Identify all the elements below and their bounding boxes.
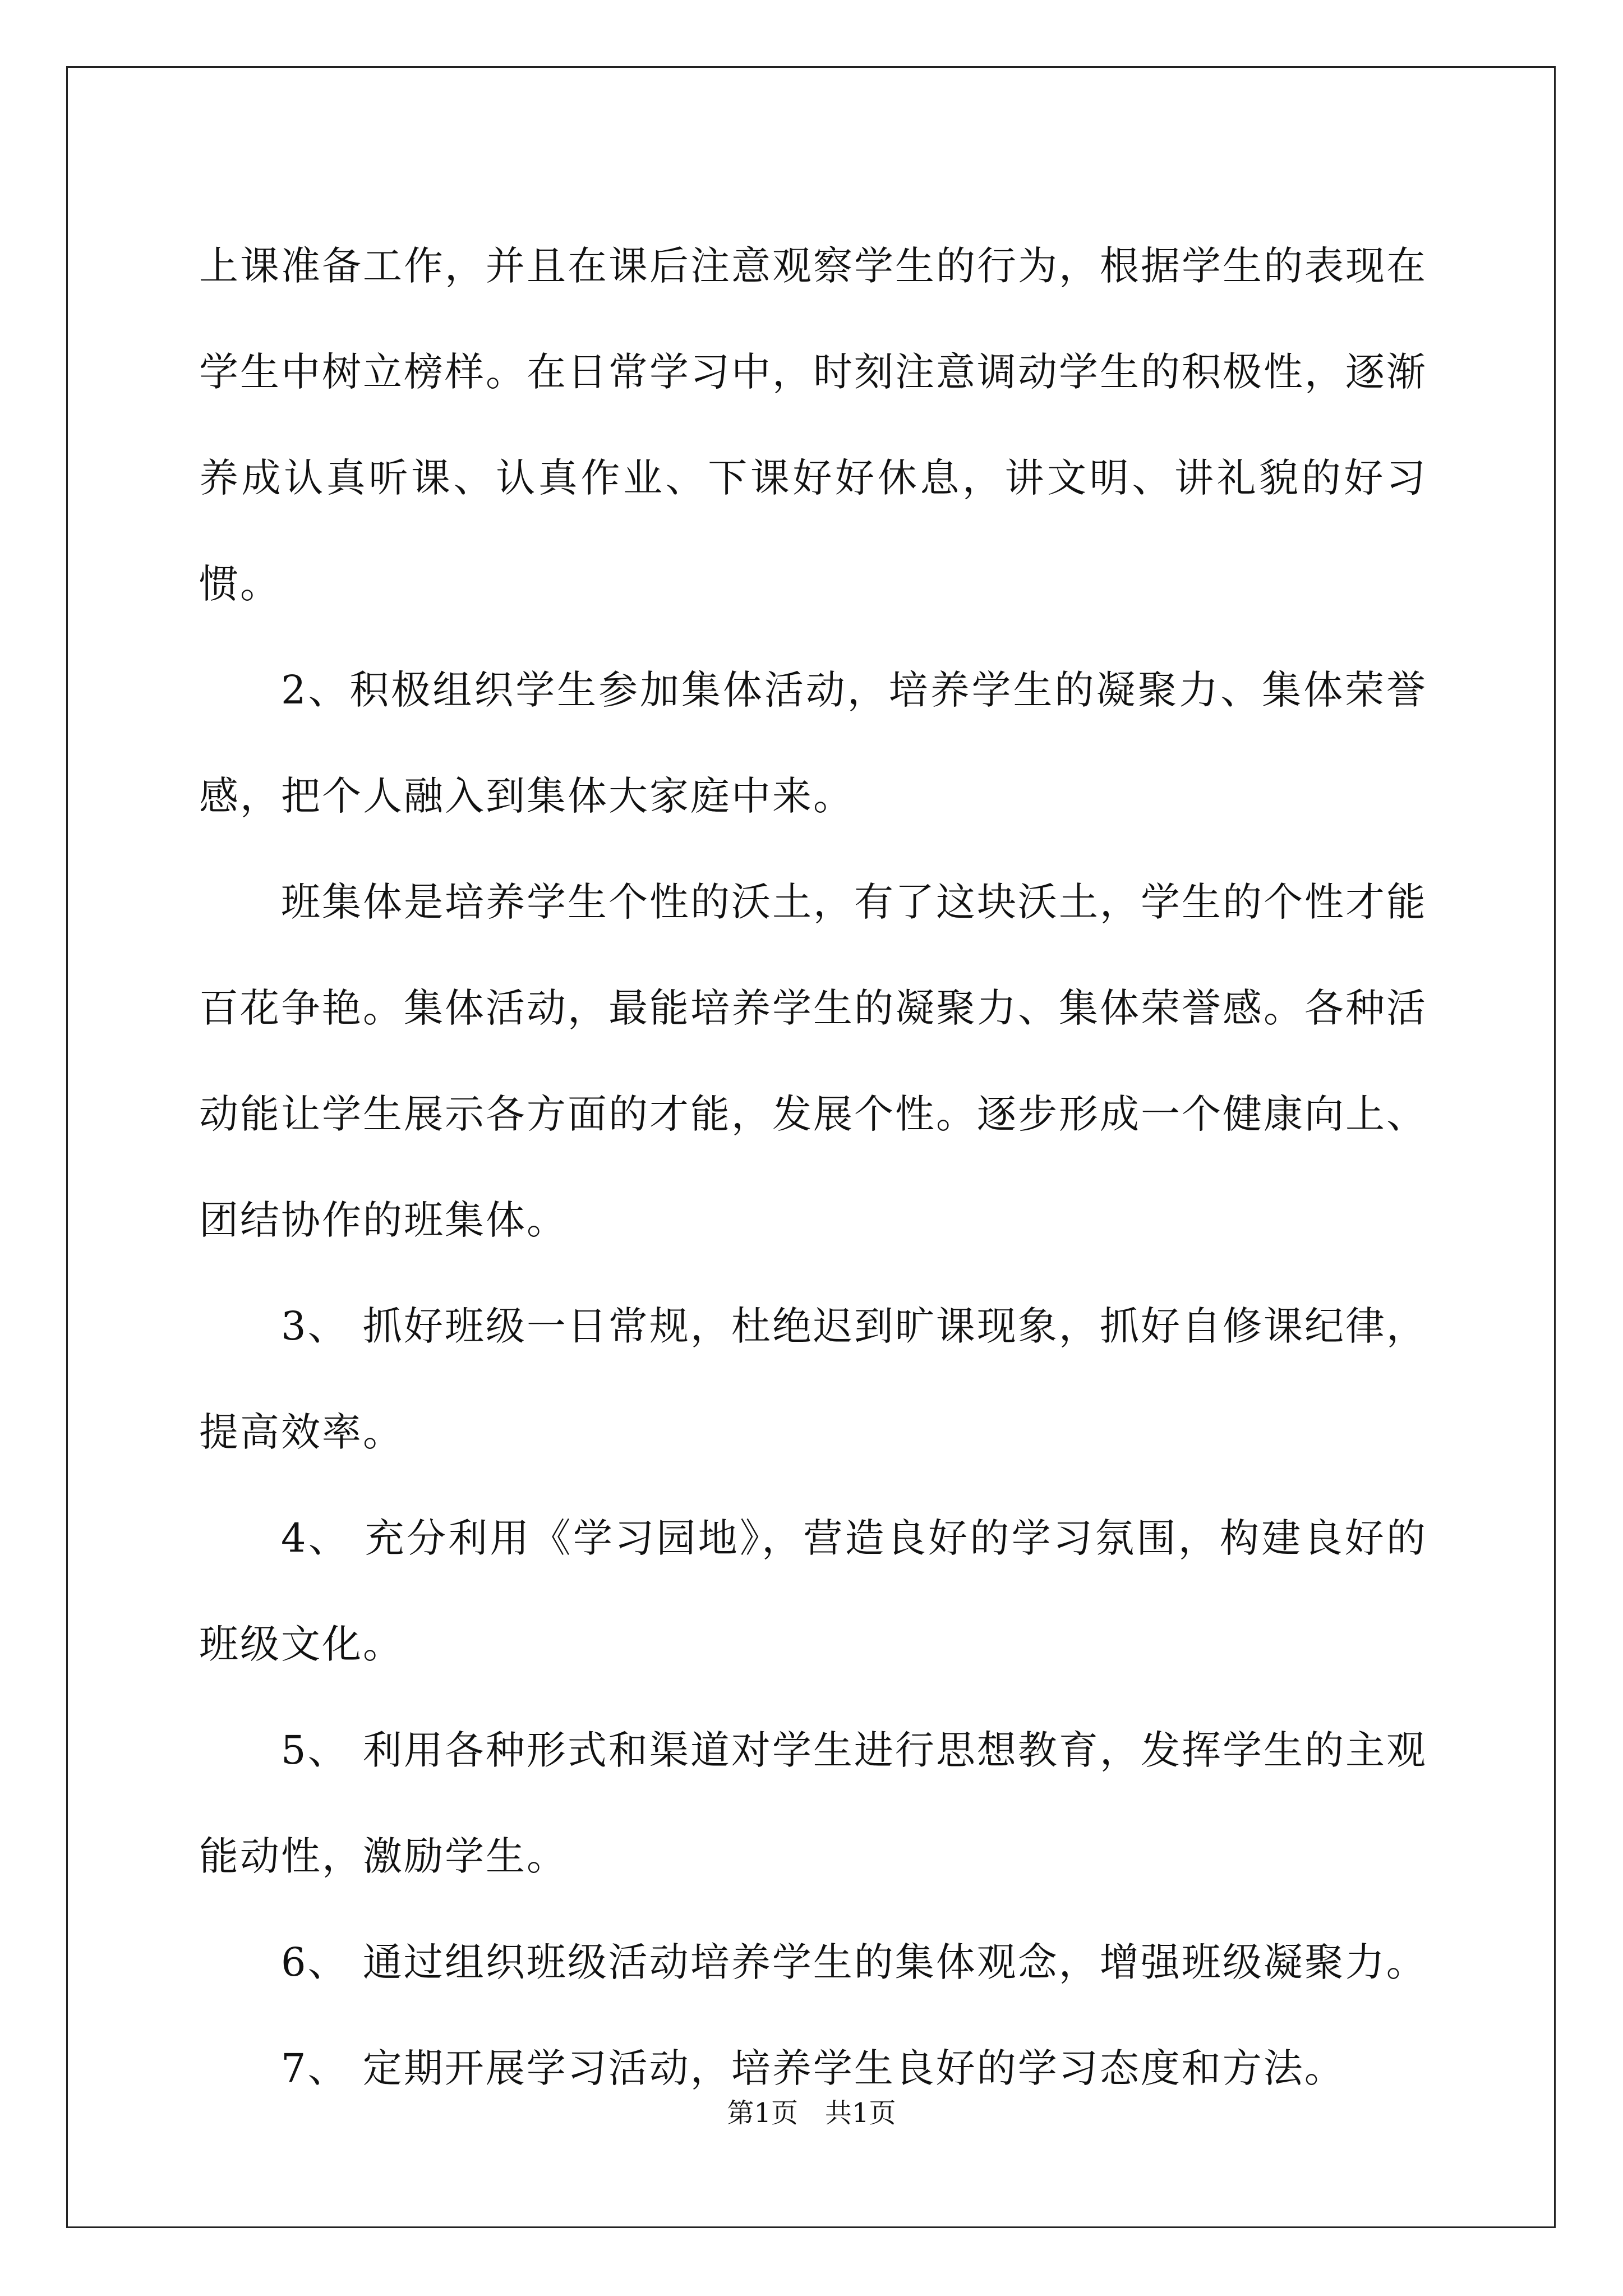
- page-footer: 第1页 共1页: [727, 2097, 896, 2129]
- paragraph-2: 2、积极组织学生参加集体活动，培养学生的凝聚力、集体荣誉感，把个人融入到集体大家庭中来。: [199, 667, 1427, 819]
- paragraph-8: 7、 定期开展学习活动，培养学生良好的学习态度和方法。: [281, 2045, 1345, 2091]
- paragraph-6: 5、 利用各种形式和渠道对学生进行思想教育，发挥学生的主观能动性，激励学生。: [199, 1727, 1427, 1879]
- paragraph-1: 上课准备工作，并且在课后注意观察学生的行为，根据学生的表现在学生中树立榜样。在日常学习中，时刻注意调动学生的积极性，逐渐养成认真听课、认真作业、下课好好休息，讲文明、讲礼貌的好习惯。: [199, 243, 1427, 607]
- paragraph-7: 6、 通过组织班级活动培养学生的集体观念，增强班级凝聚力。: [281, 1939, 1427, 1985]
- document-body: [199, 213, 1427, 2122]
- paragraph-4: 3、 抓好班级一日常规，杜绝迟到旷课现象，抓好自修课纪律，提高效率。: [199, 1303, 1427, 1455]
- paragraph-3: 班集体是培养学生个性的沃土，有了这块沃土，学生的个性才能百花争艳。集体活动，最能培养学生的凝聚力、集体荣誉感。各种活动能让学生展示各方面的才能，发展个性。逐步形成一个健康向上、团结协作的班集体。: [199, 879, 1427, 1243]
- paragraph-5: 4、 充分利用《学习园地》，营造良好的学习氛围，构建良好的班级文化。: [199, 1515, 1427, 1667]
